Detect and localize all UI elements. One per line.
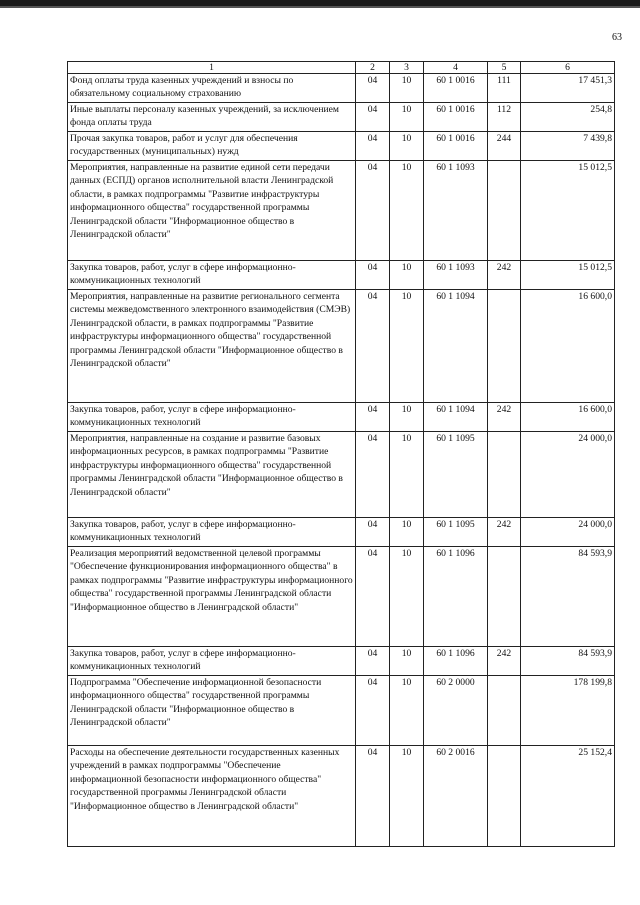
table-row — [68, 103, 615, 132]
section-code: 04 — [356, 74, 390, 103]
table-row — [68, 161, 615, 261]
column-header: 2 — [356, 62, 390, 74]
expense-name: Расходы на обеспечение деятельности государственных казенных учреждений в рамках подпрограммы "Обеспечение информационной безопасности информационного общества" государственной программы Ленинградской области "Информационное общество в Ленинградской области" — [68, 746, 356, 847]
section-code: 04 — [356, 290, 390, 403]
section-code: 04 — [356, 261, 390, 290]
subsection-code: 10 — [390, 132, 424, 161]
expense-name: Закупка товаров, работ, услуг в сфере информационно-коммуникационных технологий — [68, 403, 356, 432]
amount: 15 012,5 — [521, 161, 615, 261]
expense-type — [488, 547, 521, 647]
section-code: 04 — [356, 746, 390, 847]
table-header-row — [68, 62, 615, 74]
expense-type: 242 — [488, 647, 521, 676]
expense-name: Мероприятия, направленные на развитие единой сети передачи данных (ЕСПД) органов исполнительной власти Ленинградской области, в рамках подпрограммы "Развитие инфраструктуры информационного общества" государственной программы Ленинградской области "Информационное общество в Ленинградской области" — [68, 161, 356, 261]
amount: 178 199,8 — [521, 676, 615, 746]
amount: 24 000,0 — [521, 432, 615, 518]
expense-type — [488, 161, 521, 261]
table-row — [68, 547, 615, 647]
expense-type: 242 — [488, 403, 521, 432]
subsection-code: 10 — [390, 403, 424, 432]
table-row — [68, 647, 615, 676]
subsection-code: 10 — [390, 676, 424, 746]
expense-name: Закупка товаров, работ, услуг в сфере информационно-коммуникационных технологий — [68, 518, 356, 547]
section-code: 04 — [356, 647, 390, 676]
table-row — [68, 746, 615, 847]
table-row — [68, 290, 615, 403]
section-code: 04 — [356, 103, 390, 132]
target-article: 60 1 0016 — [424, 103, 488, 132]
section-code: 04 — [356, 132, 390, 161]
expense-type: 242 — [488, 261, 521, 290]
subsection-code: 10 — [390, 103, 424, 132]
expense-name: Прочая закупка товаров, работ и услуг для обеспечения государственных (муниципальных) нужд — [68, 132, 356, 161]
target-article: 60 1 1093 — [424, 261, 488, 290]
page-number: 63 — [612, 32, 622, 43]
amount: 84 593,9 — [521, 547, 615, 647]
target-article: 60 2 0016 — [424, 746, 488, 847]
scan-edge-shadow — [0, 6, 640, 8]
subsection-code: 10 — [390, 547, 424, 647]
subsection-code: 10 — [390, 518, 424, 547]
target-article: 60 1 1095 — [424, 432, 488, 518]
section-code: 04 — [356, 518, 390, 547]
expense-name: Закупка товаров, работ, услуг в сфере информационно-коммуникационных технологий — [68, 261, 356, 290]
amount: 16 600,0 — [521, 290, 615, 403]
column-header: 6 — [521, 62, 615, 74]
budget-table — [67, 61, 615, 847]
subsection-code: 10 — [390, 647, 424, 676]
subsection-code: 10 — [390, 746, 424, 847]
table-row — [68, 432, 615, 518]
amount: 25 152,4 — [521, 746, 615, 847]
expense-type — [488, 432, 521, 518]
expense-name: Мероприятия, направленные на создание и развитие базовых информационных ресурсов, в рамках подпрограммы "Развитие инфраструктуры информационного общества" государственной программы Ленинградской области "Информационное общество в Ленинградской области" — [68, 432, 356, 518]
column-header: 5 — [488, 62, 521, 74]
amount: 15 012,5 — [521, 261, 615, 290]
target-article: 60 1 1093 — [424, 161, 488, 261]
expense-name: Мероприятия, направленные на развитие регионального сегмента системы межведомственного электронного взаимодействия (СМЭВ) Ленинградской области, в рамках подпрограммы "Развитие инфраструктуры информационного общества" государственной программы Ленинградской области "Информационное общество в Ленинградской области" — [68, 290, 356, 403]
table-row — [68, 403, 615, 432]
subsection-code: 10 — [390, 161, 424, 261]
target-article: 60 1 1094 — [424, 403, 488, 432]
expense-type: 242 — [488, 518, 521, 547]
amount: 17 451,3 — [521, 74, 615, 103]
expense-type — [488, 290, 521, 403]
target-article: 60 1 0016 — [424, 132, 488, 161]
section-code: 04 — [356, 403, 390, 432]
amount: 16 600,0 — [521, 403, 615, 432]
expense-type — [488, 676, 521, 746]
amount: 84 593,9 — [521, 647, 615, 676]
table-row — [68, 74, 615, 103]
subsection-code: 10 — [390, 290, 424, 403]
expense-type: 244 — [488, 132, 521, 161]
column-header: 3 — [390, 62, 424, 74]
expense-type: 111 — [488, 74, 521, 103]
expense-name: Реализация мероприятий ведомственной целевой программы "Обеспечение функционирования информационного общества" в рамках подпрограммы "Развитие инфраструктуры информационного общества" государственной программы Ленинградской области "Информационное общество в Ленинградской области" — [68, 547, 356, 647]
table-row — [68, 676, 615, 746]
subsection-code: 10 — [390, 261, 424, 290]
expense-name: Иные выплаты персоналу казенных учреждений, за исключением фонда оплаты труда — [68, 103, 356, 132]
section-code: 04 — [356, 676, 390, 746]
expense-type: 112 — [488, 103, 521, 132]
target-article: 60 1 1096 — [424, 647, 488, 676]
expense-name: Подпрограмма "Обеспечение информационной безопасности информационного общества" государственной программы Ленинградской области "Информационное общество в Ленинградской области" — [68, 676, 356, 746]
target-article: 60 1 0016 — [424, 74, 488, 103]
amount: 7 439,8 — [521, 132, 615, 161]
section-code: 04 — [356, 161, 390, 261]
amount: 24 000,0 — [521, 518, 615, 547]
target-article: 60 1 1096 — [424, 547, 488, 647]
section-code: 04 — [356, 547, 390, 647]
subsection-code: 10 — [390, 74, 424, 103]
target-article: 60 1 1095 — [424, 518, 488, 547]
column-header: 4 — [424, 62, 488, 74]
expense-name: Фонд оплаты труда казенных учреждений и взносы по обязательному социальному страхованию — [68, 74, 356, 103]
target-article: 60 2 0000 — [424, 676, 488, 746]
table-row — [68, 132, 615, 161]
table-row — [68, 518, 615, 547]
column-header: 1 — [68, 62, 356, 74]
subsection-code: 10 — [390, 432, 424, 518]
expense-type — [488, 746, 521, 847]
expense-name: Закупка товаров, работ, услуг в сфере информационно-коммуникационных технологий — [68, 647, 356, 676]
target-article: 60 1 1094 — [424, 290, 488, 403]
table-row — [68, 261, 615, 290]
amount: 254,8 — [521, 103, 615, 132]
section-code: 04 — [356, 432, 390, 518]
